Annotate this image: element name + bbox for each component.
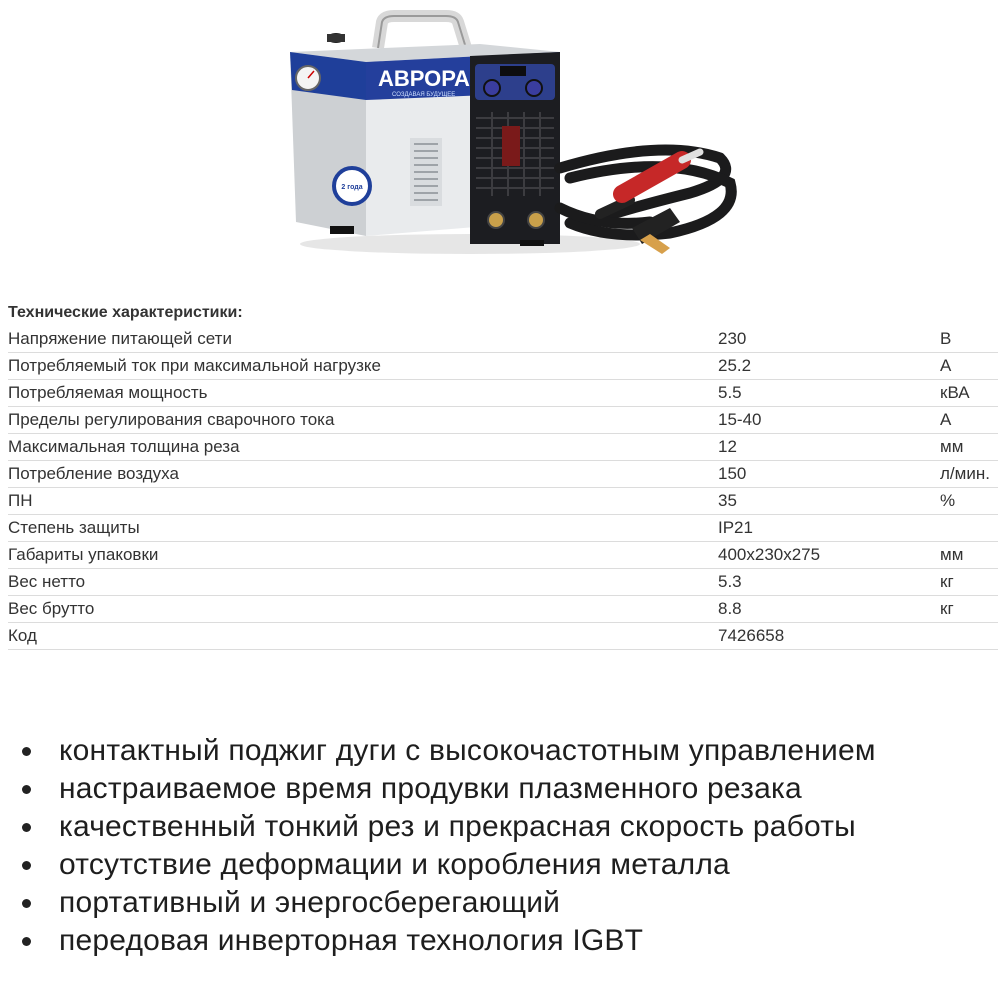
spec-name: Пределы регулирования сварочного тока bbox=[8, 407, 716, 434]
spec-unit: кВА bbox=[940, 380, 998, 407]
spec-unit: А bbox=[940, 353, 998, 380]
vent-grille bbox=[410, 138, 442, 206]
spec-name: Потребляемый ток при максимальной нагрузке bbox=[8, 353, 716, 380]
bullet-icon bbox=[22, 785, 31, 794]
feature-text: настраиваемое время продувки плазменного резака bbox=[59, 772, 802, 805]
spec-value: 5.3 bbox=[716, 569, 940, 596]
table-row bbox=[8, 569, 998, 596]
spec-name: Потребляемая мощность bbox=[8, 380, 716, 407]
list-item bbox=[22, 884, 876, 922]
spec-value: IP21 bbox=[716, 515, 940, 542]
spec-value: 25.2 bbox=[716, 353, 940, 380]
table-row bbox=[8, 596, 998, 623]
spec-name: Габариты упаковки bbox=[8, 542, 716, 569]
bullet-icon bbox=[22, 747, 31, 756]
brand-logo-text: АВРОРА bbox=[378, 66, 470, 91]
table-row bbox=[8, 488, 998, 515]
spec-unit: В bbox=[940, 326, 998, 353]
table-row bbox=[8, 434, 998, 461]
spec-value: 150 bbox=[716, 461, 940, 488]
list-item bbox=[22, 922, 876, 960]
list-item bbox=[22, 846, 876, 884]
spec-unit bbox=[940, 623, 998, 650]
spec-name: Максимальная толщина реза bbox=[8, 434, 716, 461]
plasma-cutter-illustration bbox=[270, 8, 750, 278]
list-item bbox=[22, 770, 876, 808]
spec-value: 5.5 bbox=[716, 380, 940, 407]
spec-unit: мм bbox=[940, 434, 998, 461]
spec-name: Код bbox=[8, 623, 716, 650]
list-item bbox=[22, 732, 876, 770]
bullet-icon bbox=[22, 861, 31, 870]
spec-name: Напряжение питающей сети bbox=[8, 326, 716, 353]
spec-value: 400х230х275 bbox=[716, 542, 940, 569]
spec-unit bbox=[940, 515, 998, 542]
feature-text: передовая инверторная технология IGBT bbox=[59, 924, 644, 957]
spec-name: Потребление воздуха bbox=[8, 461, 716, 488]
feature-text: отсутствие деформации и коробления металла bbox=[59, 848, 730, 881]
table-row bbox=[8, 461, 998, 488]
bullet-icon bbox=[22, 823, 31, 832]
product-image bbox=[270, 8, 750, 278]
spec-name: ПН bbox=[8, 488, 716, 515]
feature-text: портативный и энергосберегающий bbox=[59, 886, 561, 919]
table-row bbox=[8, 353, 998, 380]
spec-value: 230 bbox=[716, 326, 940, 353]
specs-table bbox=[8, 326, 998, 650]
table-row bbox=[8, 515, 998, 542]
spec-value: 35 bbox=[716, 488, 940, 515]
feature-text: качественный тонкий рез и прекрасная скорость работы bbox=[59, 810, 856, 843]
feature-text: контактный поджиг дуги с высокочастотным управлением bbox=[59, 734, 876, 767]
spec-name: Степень защиты bbox=[8, 515, 716, 542]
spec-unit: л/мин. bbox=[940, 461, 998, 488]
spec-value: 15-40 bbox=[716, 407, 940, 434]
spec-value: 12 bbox=[716, 434, 940, 461]
table-row bbox=[8, 623, 998, 650]
table-row bbox=[8, 542, 998, 569]
table-row bbox=[8, 326, 998, 353]
specs-title: Технические характеристики: bbox=[8, 304, 243, 321]
bullet-icon bbox=[22, 899, 31, 908]
slogan-text: СОЗДАВАЯ БУДУЩЕЕ bbox=[392, 92, 456, 98]
spec-value: 7426658 bbox=[716, 623, 940, 650]
spec-unit: % bbox=[940, 488, 998, 515]
warranty-badge bbox=[334, 168, 370, 204]
table-row bbox=[8, 407, 998, 434]
spec-value: 8.8 bbox=[716, 596, 940, 623]
spec-unit: кг bbox=[940, 569, 998, 596]
spec-unit: мм bbox=[940, 542, 998, 569]
spec-unit: А bbox=[940, 407, 998, 434]
spec-name: Вес нетто bbox=[8, 569, 716, 596]
table-row bbox=[8, 380, 998, 407]
warranty-badge-text: 2 года bbox=[341, 184, 363, 191]
bullet-icon bbox=[22, 937, 31, 946]
spec-unit: кг bbox=[940, 596, 998, 623]
list-item bbox=[22, 808, 876, 846]
spec-name: Вес брутто bbox=[8, 596, 716, 623]
features-list bbox=[22, 732, 876, 960]
